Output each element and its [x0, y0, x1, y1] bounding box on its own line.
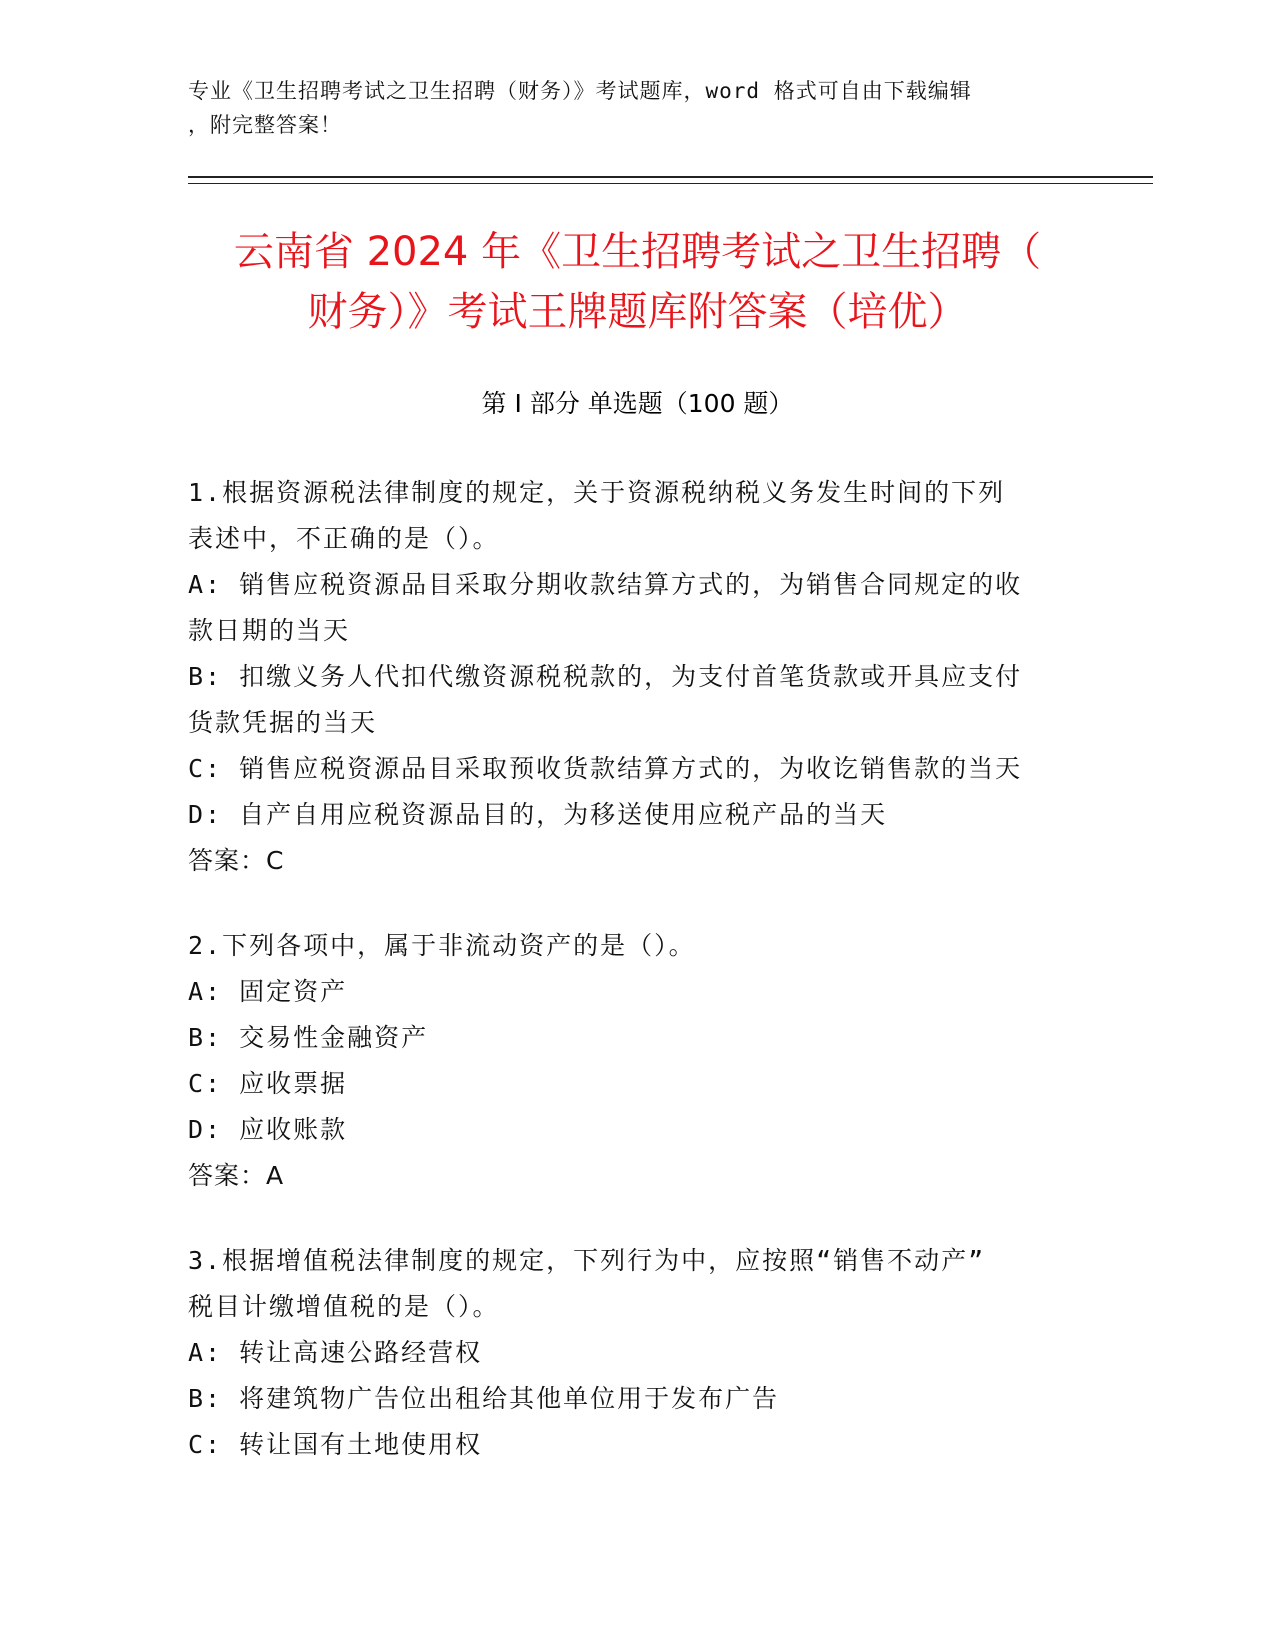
question-3 — [188, 1238, 1078, 1468]
section-heading: 第 I 部分 单选题（100 题） — [481, 389, 794, 418]
question-stem-line: 2.下列各项中，属于非流动资产的是（）。 — [188, 931, 696, 960]
question-stem-line: 表述中，不正确的是（）。 — [188, 524, 500, 553]
option-a: A: 销售应税资源品目采取分期收款结算方式的，为销售合同规定的收 — [188, 570, 1023, 599]
option-d: D: 自产自用应税资源品目的，为移送使用应税产品的当天 — [188, 800, 888, 829]
header-note-line-1: 专业《卫生招聘考试之卫生招聘（财务）》考试题库，word 格式可自由下载编辑 — [188, 79, 972, 103]
option-a-continued: 款日期的当天 — [188, 616, 351, 645]
document-title-line-2: 财务）》考试王牌题库附答案（培优） — [307, 289, 968, 335]
option-b-continued: 货款凭据的当天 — [188, 708, 378, 737]
header-note-line-2: ，附完整答案！ — [188, 113, 342, 137]
option-c: C: 转让国有土地使用权 — [188, 1430, 483, 1459]
option-b: B: 扣缴义务人代扣代缴资源税税款的，为支付首笔货款或开具应支付 — [188, 662, 1023, 691]
question-list — [188, 470, 1078, 1507]
answer-label: 答案：C — [188, 846, 285, 875]
option-a: A: 转让高速公路经营权 — [188, 1338, 483, 1367]
question-stem-line: 1.根据资源税法律制度的规定，关于资源税纳税义务发生时间的下列 — [188, 478, 1006, 507]
question-stem-line: 3.根据增值税法律制度的规定，下列行为中，应按照“销售不动产” — [188, 1246, 986, 1275]
option-c: C: 销售应税资源品目采取预收货款结算方式的，为收讫销售款的当天 — [188, 754, 1023, 783]
header-divider-thick — [188, 176, 1153, 178]
document-title-line-1: 云南省 2024 年《卫生招聘考试之卫生招聘（ — [233, 229, 1042, 275]
header-note — [188, 74, 1068, 142]
question-stem-line: 税目计缴增值税的是（）。 — [188, 1292, 500, 1321]
question-2 — [188, 923, 1078, 1199]
question-1 — [188, 470, 1078, 884]
option-c: C: 应收票据 — [188, 1069, 348, 1098]
option-a: A: 固定资产 — [188, 977, 348, 1006]
option-b: B: 交易性金融资产 — [188, 1023, 429, 1052]
option-d: D: 应收账款 — [188, 1115, 348, 1144]
document-title — [150, 222, 1125, 342]
answer-label: 答案：A — [188, 1161, 285, 1190]
option-b: B: 将建筑物广告位出租给其他单位用于发布广告 — [188, 1384, 780, 1413]
header-divider-thin — [188, 183, 1153, 184]
